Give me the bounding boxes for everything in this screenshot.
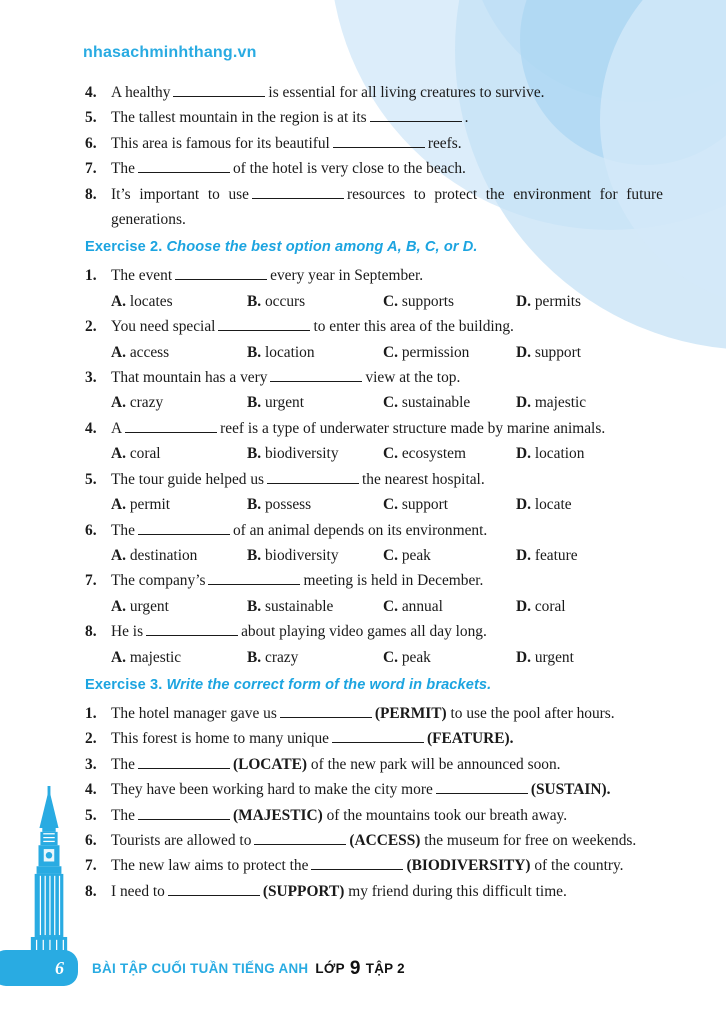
answer-blank: [332, 729, 424, 743]
answer-blank: [370, 108, 462, 122]
question-text: meeting is held in December.: [303, 572, 484, 590]
question-number: 2.: [85, 730, 97, 748]
footer-grade-volume: LỚP 9 TẬP 2: [315, 957, 405, 979]
option-a: A. majestic: [111, 648, 182, 666]
word-form-item: [85, 828, 663, 853]
question-number: 6.: [85, 134, 97, 152]
footer-series-title: BÀI TẬP CUỐI TUẦN TIẾNG ANH: [92, 960, 309, 976]
option-a: A. locates: [111, 292, 173, 310]
footer-book-title: [92, 950, 405, 986]
answer-blank: [208, 571, 300, 585]
question-text: This forest is home to many unique: [111, 730, 330, 748]
answer-blank: [280, 704, 372, 718]
answer-blank: [267, 470, 359, 484]
word-form-item: [85, 701, 663, 726]
question-text: He is: [111, 623, 144, 641]
options-row: [111, 390, 663, 415]
question-number: 5.: [85, 806, 97, 824]
question-text: A: [111, 419, 123, 437]
mc-question: [85, 314, 663, 339]
option-b: B. urgent: [247, 394, 305, 412]
option-b: B. biodiversity: [247, 546, 339, 564]
fill-item: [85, 105, 663, 130]
answer-blank: [146, 622, 238, 636]
word-form-item: [85, 777, 663, 802]
question-text: The: [111, 806, 135, 824]
answer-blank: [252, 185, 344, 199]
option-a: A. crazy: [111, 394, 164, 412]
options-row: [111, 543, 663, 568]
answer-blank: [436, 780, 528, 794]
question-number: 8.: [85, 882, 97, 900]
answer-blank: [218, 317, 310, 331]
answer-blank: [138, 755, 230, 769]
grade-number: 9: [349, 957, 361, 979]
exercise-label: Exercise 2.: [85, 239, 163, 256]
question-text: of the country.: [534, 857, 624, 875]
question-text: A healthy: [111, 84, 171, 101]
question-text: of an animal depends on its environment.: [232, 521, 488, 539]
question-text: resources to protect the environment for future generations.: [111, 185, 663, 229]
option-d: D. majestic: [516, 394, 587, 412]
question-text: reefs.: [427, 134, 462, 152]
options-row: [111, 594, 663, 619]
mc-question: [85, 518, 663, 543]
question-number: 4.: [85, 84, 97, 101]
exercise2-heading: [85, 237, 663, 258]
question-number: 4.: [85, 419, 97, 437]
answer-blank: [311, 856, 403, 870]
answer-blank: [138, 521, 230, 535]
question-text: The tallest mountain in the region is at its: [111, 109, 367, 127]
option-a: A. permit: [111, 496, 171, 514]
question-text: That mountain has a very: [111, 369, 268, 387]
question-number: 5.: [85, 109, 97, 127]
options-row: [111, 441, 663, 466]
question-text: It’s important to use: [111, 185, 249, 203]
answer-blank: [125, 419, 217, 433]
exercise-instruction: Choose the best option among A, B, C, or D.: [166, 239, 478, 256]
question-text: reef is a type of underwater structure made by marine animals.: [220, 419, 606, 437]
word-form-item: [85, 803, 663, 828]
option-a: A. coral: [111, 445, 161, 463]
option-d: D. locate: [516, 496, 572, 514]
question-text: The company’s: [111, 572, 206, 590]
exercise-label: Exercise 3.: [85, 676, 163, 693]
bracket-word: (LOCATE): [232, 755, 308, 773]
option-d: D. support: [516, 343, 582, 361]
option-d: D. coral: [516, 597, 566, 615]
question-text: Tourists are allowed to: [111, 831, 252, 849]
publisher-watermark: nhasachminhthang.vn: [83, 44, 257, 61]
question-text: The: [111, 521, 135, 539]
question-number: 2.: [85, 318, 97, 336]
question-text: The new law aims to protect the: [111, 857, 309, 875]
mc-question: [85, 365, 663, 390]
option-b: B. location: [247, 343, 315, 361]
question-text: The event: [111, 267, 173, 285]
option-a: A. urgent: [111, 597, 169, 615]
options-row: [111, 645, 663, 670]
question-number: 6.: [85, 521, 97, 539]
option-c: C. peak: [383, 648, 431, 666]
question-text: view at the top.: [365, 369, 461, 387]
question-text: every year in September.: [270, 267, 424, 285]
answer-blank: [270, 368, 362, 382]
option-d: D. urgent: [516, 648, 574, 666]
question-text: of the mountains took our breath away.: [326, 806, 568, 824]
question-text: This area is famous for its beautiful: [111, 134, 330, 152]
option-b: B. occurs: [247, 292, 306, 310]
question-number: 1.: [85, 704, 97, 722]
page-content: [85, 80, 663, 904]
bracket-word: (SUSTAIN).: [530, 781, 611, 799]
answer-blank: [138, 159, 230, 173]
question-text: about playing video games all day long.: [241, 623, 487, 641]
mc-question: [85, 568, 663, 593]
option-d: D. feature: [516, 546, 578, 564]
answer-blank: [168, 882, 260, 896]
answer-blank: [333, 134, 425, 148]
fill-item: [85, 131, 663, 156]
options-row: [111, 289, 663, 314]
question-number: 8.: [85, 623, 97, 641]
option-d: D. location: [516, 445, 585, 463]
answer-blank: [138, 806, 230, 820]
question-number: 3.: [85, 755, 97, 773]
question-text: The: [111, 755, 135, 773]
fill-item: [85, 182, 663, 233]
question-text: the nearest hospital.: [362, 470, 485, 488]
question-text: They have been working hard to make the city more: [111, 781, 433, 799]
options-row: [111, 340, 663, 365]
question-text: to use the pool after hours.: [450, 704, 615, 722]
option-a: A. access: [111, 343, 170, 361]
question-text: .: [464, 109, 469, 127]
answer-blank: [175, 266, 267, 280]
question-number: 1.: [85, 267, 97, 285]
bracket-word: (ACCESS): [349, 831, 421, 849]
question-text: The hotel manager gave us: [111, 704, 277, 722]
question-number: 7.: [85, 572, 97, 590]
option-a: A. destination: [111, 546, 198, 564]
question-number: 8.: [85, 185, 97, 203]
word-form-item: [85, 726, 663, 751]
options-row: [111, 492, 663, 517]
bracket-word: (SUPPORT): [262, 882, 345, 900]
bracket-word: (BIODIVERSITY): [406, 857, 531, 875]
mc-question: [85, 416, 663, 441]
question-number: 3.: [85, 369, 97, 387]
question-text: You need special: [111, 318, 216, 336]
mc-question: [85, 467, 663, 492]
question-text: is essential for all living creatures to survive.: [268, 84, 545, 101]
question-number: 5.: [85, 470, 97, 488]
question-number: 7.: [85, 857, 97, 875]
option-c: C. supports: [383, 292, 454, 310]
fill-item: [85, 156, 663, 181]
question-text: The: [111, 160, 135, 178]
word-form-item: [85, 752, 663, 777]
question-number: 7.: [85, 160, 97, 178]
question-text: my friend during this difficult time.: [348, 882, 567, 900]
word-form-item: [85, 879, 663, 904]
fill-item: [85, 80, 663, 105]
page-number-pill: [0, 950, 78, 986]
option-c: C. annual: [383, 597, 443, 615]
option-c: C. peak: [383, 546, 431, 564]
option-b: B. sustainable: [247, 597, 334, 615]
mc-question: [85, 263, 663, 288]
option-c: C. permission: [383, 343, 470, 361]
bracket-word: (FEATURE).: [427, 730, 514, 748]
question-text: I need to: [111, 882, 165, 900]
answer-blank: [254, 831, 346, 845]
option-c: C. support: [383, 496, 449, 514]
question-text: to enter this area of the building.: [313, 318, 514, 336]
mc-question: [85, 619, 663, 644]
exercise3-heading: [85, 675, 663, 696]
page-number: 6: [55, 957, 64, 978]
question-number: 4.: [85, 781, 97, 799]
question-text: the museum for free on weekends.: [424, 831, 637, 849]
bracket-word: (MAJESTIC): [232, 806, 323, 824]
question-text: of the new park will be announced soon.: [310, 755, 561, 773]
question-number: 6.: [85, 831, 97, 849]
answer-blank: [173, 83, 265, 97]
option-c: C. ecosystem: [383, 445, 466, 463]
option-c: C. sustainable: [383, 394, 471, 412]
exercise-instruction: Write the correct form of the word in brackets.: [166, 676, 492, 693]
option-b: B. crazy: [247, 648, 299, 666]
option-b: B. biodiversity: [247, 445, 339, 463]
question-text: The tour guide helped us: [111, 470, 265, 488]
option-b: B. possess: [247, 496, 312, 514]
big-ben-tower-icon: [20, 786, 78, 958]
question-text: of the hotel is very close to the beach.: [232, 160, 466, 178]
option-d: D. permits: [516, 292, 581, 310]
word-form-item: [85, 853, 663, 878]
bracket-word: (PERMIT): [374, 704, 447, 722]
